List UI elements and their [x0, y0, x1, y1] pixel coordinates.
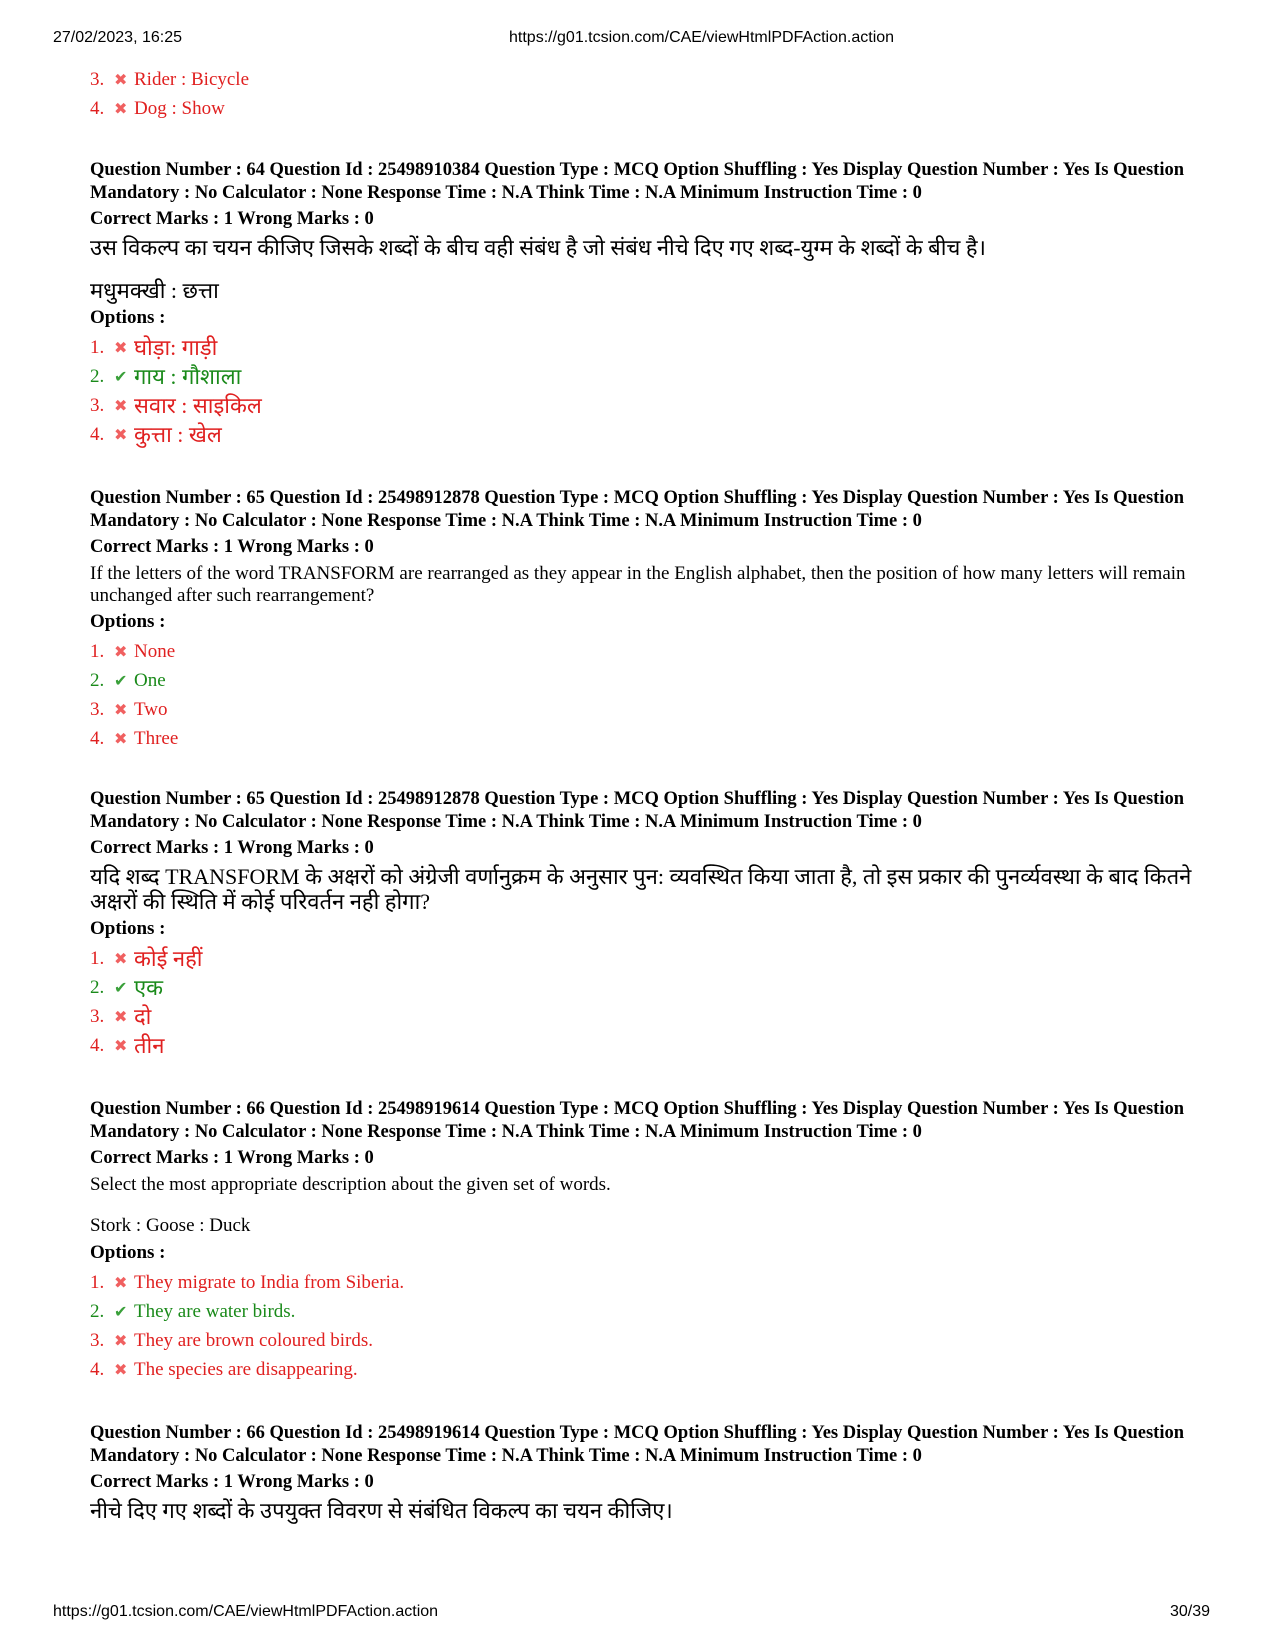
question-meta: Question Number : 65 Question Id : 25498912878 Question Type : MCQ Option Shuffling : Yes Display Question Number : Yes Is Question Mandatory : No Calculator : None Response Time : N.A Think Time : N.A Minimum Instruction Time : 0: [90, 789, 1185, 832]
question-meta: Question Number : 64 Question Id : 25498910384 Question Type : MCQ Option Shuffling : Yes Display Question Number : Yes Is Question Mandatory : No Calculator : None Response Time : N.A Think Time : N.A Minimum Instruction Time : 0: [90, 160, 1185, 203]
option-number: 4.: [90, 424, 105, 445]
cross-icon: ✖: [114, 70, 128, 89]
option-text: Three: [134, 728, 179, 749]
options-label: Options :: [90, 918, 166, 939]
option-number: 4.: [90, 1035, 105, 1056]
option: [90, 362, 1200, 391]
options-label: Options :: [90, 1242, 166, 1263]
option-number: 4.: [90, 98, 105, 119]
option-text: The species are disappearing.: [134, 1359, 358, 1380]
option-number: 2.: [90, 366, 105, 387]
question-block: [90, 1098, 1200, 1384]
option-text: They are water birds.: [134, 1301, 296, 1322]
option-text: They are brown coloured birds.: [134, 1330, 374, 1351]
footer-url: https://g01.tcsion.com/CAE/viewHtmlPDFAction.action: [53, 1603, 439, 1620]
check-icon: ✔: [114, 367, 128, 386]
options-list: [90, 333, 1200, 449]
option-text: Dog : Show: [134, 98, 225, 119]
question-marks: Correct Marks : 1 Wrong Marks : 0: [90, 537, 374, 557]
question-text-line: If the letters of the word TRANSFORM are rearranged as they appear in the English alphabet, then the position of how many letters will remain: [90, 563, 1186, 584]
option: [90, 1297, 1200, 1326]
question-marks: Correct Marks : 1 Wrong Marks : 0: [90, 1472, 374, 1492]
option-text: Rider : Bicycle: [134, 69, 250, 90]
option: [90, 333, 1200, 362]
cross-icon: ✖: [114, 425, 128, 444]
cross-icon: ✖: [114, 700, 128, 719]
option-number: 1.: [90, 1272, 105, 1293]
option-number: 4.: [90, 728, 105, 749]
options-list: [90, 944, 1200, 1060]
question-text: उस विकल्प का चयन कीजिए जिसके शब्दों के बीच वही संबंध है जो संबंध नीचे दिए गए शब्द-युग्म के शब्दों के बीच है।: [90, 235, 986, 260]
option-number: 2.: [90, 977, 105, 998]
question-paper: [90, 63, 1200, 1524]
option: [90, 944, 1200, 973]
option-text: कोई नहीं: [134, 946, 203, 971]
question-text: Select the most appropriate description about the given set of words.: [90, 1174, 611, 1195]
option: [90, 65, 1200, 94]
cross-icon: ✖: [114, 338, 128, 357]
question-pair: मधुमक्खी : छत्ता: [90, 278, 219, 303]
option-text: They migrate to India from Siberia.: [134, 1272, 405, 1293]
question-marks: Correct Marks : 1 Wrong Marks : 0: [90, 838, 374, 858]
question-block: [90, 788, 1200, 1060]
option-number: 3.: [90, 1330, 105, 1351]
option: [90, 1002, 1200, 1031]
option: [90, 1268, 1200, 1297]
print-datetime: 27/02/2023, 16:25: [53, 29, 183, 46]
cross-icon: ✖: [114, 1273, 128, 1292]
option-number: 3.: [90, 395, 105, 416]
question-text: यदि शब्द TRANSFORM के अक्षरों को अंग्रेजी वर्णानुक्रम के अनुसार पुन: व्यवस्थित किया जाता है, तो इस प्रकार की पुनर्व्यवस्था के बाद कितने अक्षरों की स्थिति में कोई परिवर्तन नही होगा?: [90, 864, 1192, 914]
cross-icon: ✖: [114, 1036, 128, 1055]
question-meta: Question Number : 66 Question Id : 25498919614 Question Type : MCQ Option Shuffling : Yes Display Question Number : Yes Is Question Mandatory : No Calculator : None Response Time : N.A Think Time : N.A Minimum Instruction Time : 0: [90, 1099, 1185, 1142]
option-number: 1.: [90, 641, 105, 662]
option-number: 1.: [90, 337, 105, 358]
question-meta: Question Number : 66 Question Id : 25498919614 Question Type : MCQ Option Shuffling : Yes Display Question Number : Yes Is Question Mandatory : No Calculator : None Response Time : N.A Think Time : N.A Minimum Instruction Time : 0: [90, 1423, 1185, 1466]
option-text: तीन: [134, 1033, 165, 1058]
option: [90, 637, 1200, 666]
cross-icon: ✖: [114, 1007, 128, 1026]
option-number: 2.: [90, 670, 105, 691]
option: [90, 420, 1200, 449]
option: [90, 391, 1200, 420]
page-number: 30/39: [1170, 1603, 1211, 1620]
option-number: 3.: [90, 699, 105, 720]
carry-over-options: [90, 65, 1200, 123]
question-marks: Correct Marks : 1 Wrong Marks : 0: [90, 209, 374, 229]
cross-icon: ✖: [114, 99, 128, 118]
option-text: कुत्ता : खेल: [134, 422, 222, 447]
cross-icon: ✖: [114, 396, 128, 415]
option-text: एक: [134, 975, 164, 1000]
question-pair: Stork : Goose : Duck: [90, 1215, 251, 1236]
option: [90, 94, 1200, 123]
option-number: 1.: [90, 948, 105, 969]
question-meta: Question Number : 65 Question Id : 25498912878 Question Type : MCQ Option Shuffling : Yes Display Question Number : Yes Is Question Mandatory : No Calculator : None Response Time : N.A Think Time : N.A Minimum Instruction Time : 0: [90, 488, 1185, 531]
option-text: घोड़ा: गाड़ी: [134, 335, 218, 360]
option-text: One: [134, 670, 166, 691]
options-label: Options :: [90, 307, 166, 328]
question-marks: Correct Marks : 1 Wrong Marks : 0: [90, 1148, 374, 1168]
option-number: 3.: [90, 1006, 105, 1027]
option-text: दो: [134, 1004, 152, 1029]
option-number: 2.: [90, 1301, 105, 1322]
option-number: 4.: [90, 1359, 105, 1380]
print-url: https://g01.tcsion.com/CAE/viewHtmlPDFAction.action: [509, 29, 895, 46]
option: [90, 1031, 1200, 1060]
question-text: नीचे दिए गए शब्दों के उपयुक्त विवरण से संबंधित विकल्प का चयन कीजिए।: [90, 1498, 673, 1523]
question-block: [90, 487, 1200, 753]
option: [90, 695, 1200, 724]
option: [90, 1326, 1200, 1355]
option: [90, 724, 1200, 753]
question-text-line: unchanged after such rearrangement?: [90, 585, 375, 606]
cross-icon: ✖: [114, 1360, 128, 1379]
option-text: गाय : गौशाला: [134, 364, 242, 389]
check-icon: ✔: [114, 671, 128, 690]
cross-icon: ✖: [114, 642, 128, 661]
option-text: None: [134, 641, 176, 662]
option: [90, 973, 1200, 1002]
option: [90, 666, 1200, 695]
option: [90, 1355, 1200, 1384]
option-number: 3.: [90, 69, 105, 90]
options-label: Options :: [90, 611, 166, 632]
option-text: Two: [134, 699, 168, 720]
option-text: सवार : साइकिल: [134, 393, 262, 418]
question-block: [90, 159, 1200, 449]
cross-icon: ✖: [114, 1331, 128, 1350]
cross-icon: ✖: [114, 729, 128, 748]
options-list: [90, 1268, 1200, 1384]
question-block: [90, 1422, 1200, 1524]
options-list: [90, 637, 1200, 753]
check-icon: ✔: [114, 978, 128, 997]
check-icon: ✔: [114, 1302, 128, 1321]
cross-icon: ✖: [114, 949, 128, 968]
